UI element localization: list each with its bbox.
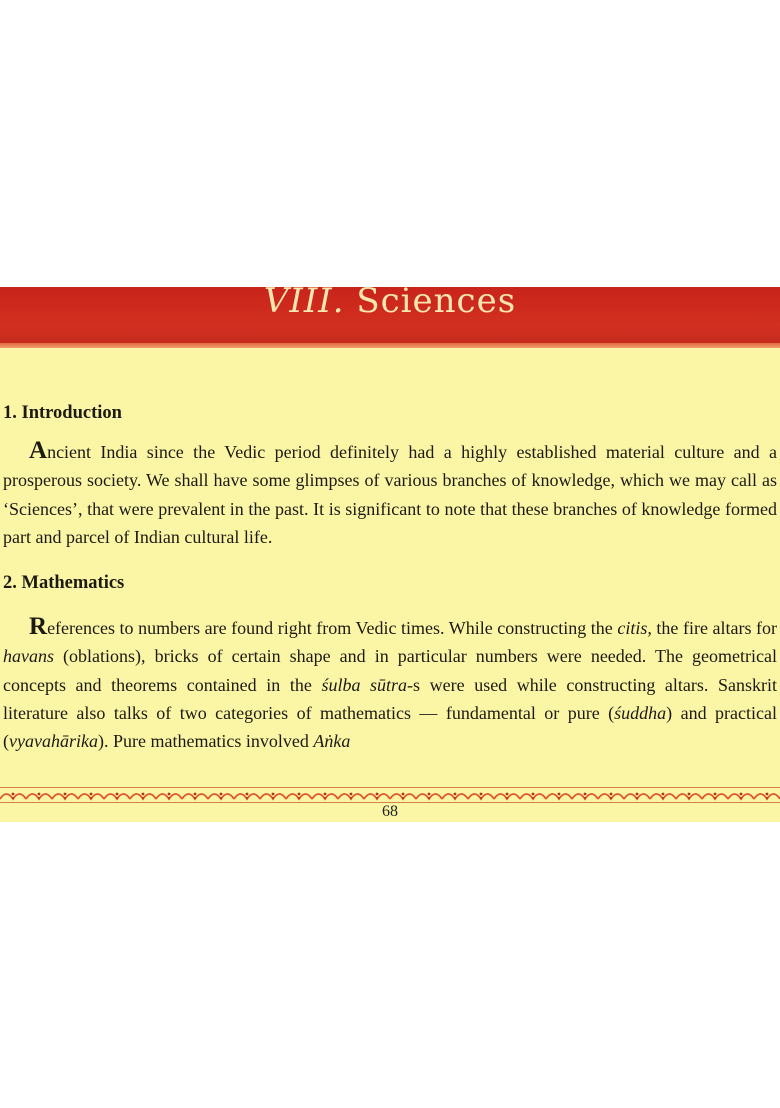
text-run: ) and practical ( bbox=[3, 702, 777, 752]
page-number: 68 bbox=[382, 803, 398, 820]
book-page bbox=[0, 281, 780, 822]
italic-term: vyavahārika bbox=[9, 731, 98, 752]
text-run: the fire altars for bbox=[651, 618, 778, 639]
chapter-numeral: VIII. bbox=[263, 281, 345, 321]
decorative-footer-border bbox=[0, 787, 780, 803]
section-heading-introduction: 1. Introduction bbox=[3, 403, 122, 423]
chapter-name: Sciences bbox=[356, 281, 517, 321]
paragraph-text: ncient India since the Vedic period definitely had a highly established material culture and a prosperous society. We shall have some glimpses of various branches of knowledge, which we may call as ‘Sciences’, that were prevalent in the past. It is significant to note that these branches of knowledge formed part and parcel of Indian cultural life. bbox=[3, 442, 777, 547]
introduction-paragraph bbox=[3, 437, 777, 551]
chapter-header-band bbox=[0, 281, 780, 343]
italic-term: havans bbox=[3, 646, 54, 667]
drop-cap: A bbox=[29, 437, 48, 465]
section-heading-mathematics: 2. Mathematics bbox=[3, 573, 125, 594]
text-run: (oblations), bricks of certain shape and in particular numbers were needed. The geometrical concepts and theorems contained in the bbox=[3, 646, 777, 695]
text-run: ). Pure mathematics involved bbox=[97, 731, 314, 752]
italic-term: Aṅka bbox=[313, 731, 351, 752]
header-divider bbox=[0, 343, 780, 348]
italic-term: śuddha bbox=[614, 702, 667, 723]
mathematics-paragraph bbox=[3, 613, 777, 755]
italic-term: citis, bbox=[617, 618, 652, 639]
page-body bbox=[3, 399, 777, 755]
text-run: eferences to numbers are found right from Vedic times. While constructing the bbox=[47, 618, 618, 639]
italic-term: śulba sūtra bbox=[321, 674, 408, 695]
drop-cap: R bbox=[29, 613, 48, 641]
chapter-title bbox=[0, 281, 780, 321]
text-run: -s were used while constructing altars. Sanskrit literature also talks of two categories of mathematics — fundamental or pure ( bbox=[3, 674, 777, 723]
